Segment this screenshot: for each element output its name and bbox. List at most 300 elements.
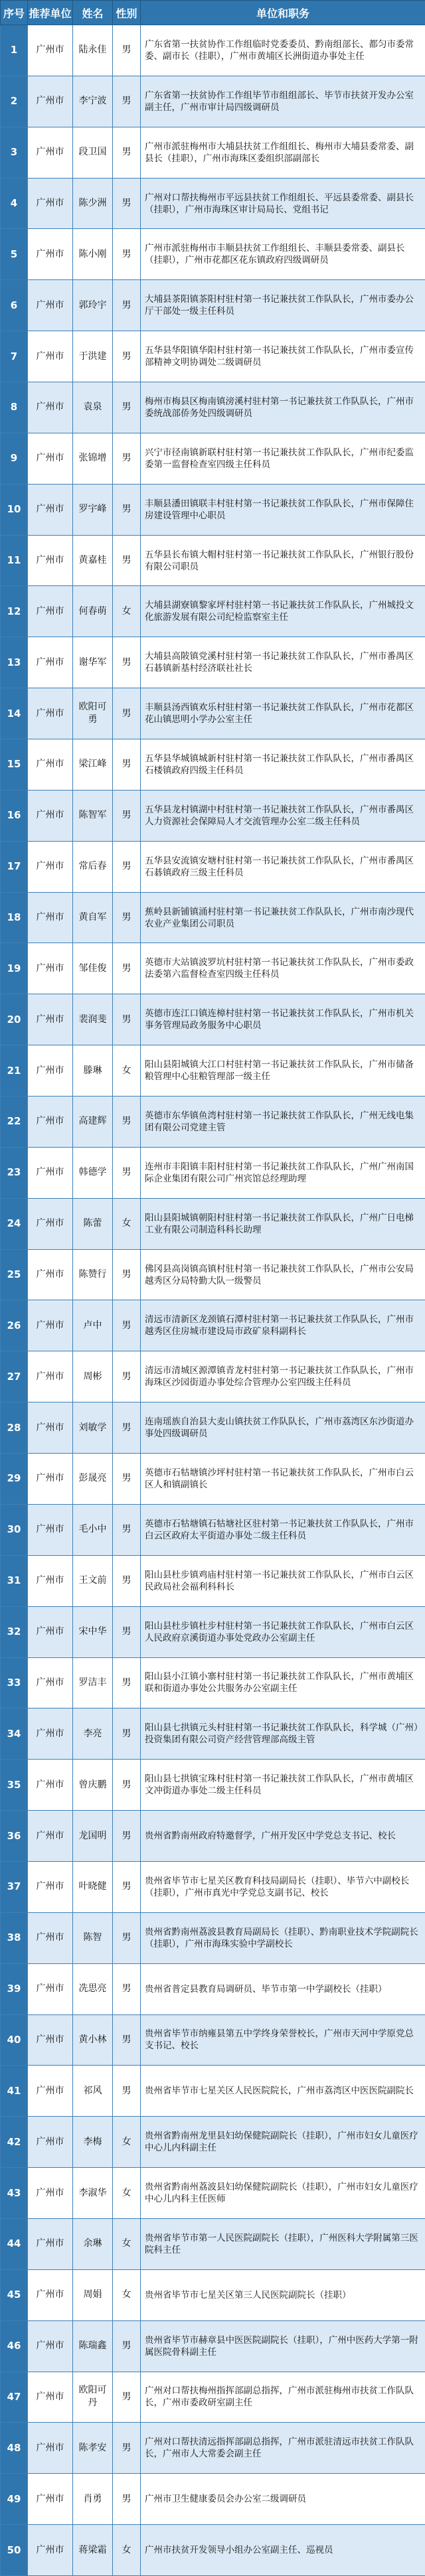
- sex-cell: 男: [113, 1963, 141, 2014]
- unit-cell: 广州市: [28, 637, 73, 688]
- post-cell: 蕉岭县新铺镇涌村驻村第一书记兼扶贫工作队队长，广州市南沙现代农业产业集团公司职员: [141, 892, 425, 943]
- post-cell: 广州市派驻梅州市丰顺县扶贫工作组组长、丰顺县委常委、副县长（挂职），广州市花都区花东镇政府四级调研员: [141, 229, 425, 280]
- unit-cell: 广州市: [28, 1760, 73, 1811]
- unit-cell: 广州市: [28, 2168, 73, 2219]
- post-cell: 阳山县小江镇小寨村驻村第一书记兼扶贫工作队队长，广州市黄埔区联和街道办事处公共服务办公室副主任: [141, 1657, 425, 1708]
- index-cell: 10: [1, 484, 28, 535]
- post-cell: 大埔县湖寮镇黎家坪村驻村第一书记兼扶贫工作队队长，广州城投文化旅游发展有限公司纪检监察室主任: [141, 586, 425, 637]
- index-cell: 39: [1, 1963, 28, 2014]
- table-row: [1, 1963, 425, 2014]
- name-cell: 陈智军: [73, 790, 113, 841]
- sex-cell: 男: [113, 1097, 141, 1148]
- unit-cell: 广州市: [28, 1351, 73, 1402]
- index-cell: 34: [1, 1708, 28, 1760]
- sex-cell: 男: [113, 1555, 141, 1606]
- unit-cell: 广州市: [28, 1912, 73, 1963]
- table-row: [1, 2014, 425, 2066]
- index-cell: 14: [1, 688, 28, 739]
- post-cell: 广东省第一扶贫协作工作组毕节市组组部长、毕节市扶贫开发办公室副主任，广州市审计局四级调研员: [141, 76, 425, 127]
- unit-cell: 广州市: [28, 1454, 73, 1505]
- name-cell: 邹佳俊: [73, 943, 113, 994]
- table-row: [1, 484, 425, 535]
- index-cell: 30: [1, 1504, 28, 1555]
- table-row: [1, 2117, 425, 2168]
- table-row: [1, 331, 425, 382]
- index-cell: 16: [1, 790, 28, 841]
- index-cell: 25: [1, 1249, 28, 1300]
- post-cell: 广东省第一扶贫协作工作组临时党委委员、黔南组部长、都匀市委常委、副市长（挂职），广州市黄埔区长洲街道办事处主任: [141, 25, 425, 76]
- table-row: [1, 535, 425, 586]
- unit-cell: 广州市: [28, 1963, 73, 2014]
- table-row: [1, 1912, 425, 1963]
- table-row: [1, 25, 425, 76]
- post-cell: 丰顺县潘田镇联丰村驻村第一书记兼扶贫工作队队长，广州市保障住房建设管理中心职员: [141, 484, 425, 535]
- index-cell: 50: [1, 2525, 28, 2576]
- post-cell: 英德市连江口镇连樟村驻村第一书记兼扶贫工作队队长，广州市机关事务管理局政务服务中心职员: [141, 994, 425, 1045]
- unit-cell: 广州市: [28, 1504, 73, 1555]
- unit-cell: 广州市: [28, 127, 73, 178]
- unit-cell: 广州市: [28, 1811, 73, 1862]
- sex-cell: 男: [113, 2372, 141, 2423]
- unit-cell: 广州市: [28, 2066, 73, 2117]
- post-cell: 贵州省黔南州荔波县妇幼保健院副院长（挂职），广州市妇女儿童医疗中心儿内科主任医师: [141, 2168, 425, 2219]
- post-cell: 阳山县阳城镇大江口村驻村第一书记兼扶贫工作队队长，广州市储备粮管理中心驻粮管理部一级主任: [141, 1045, 425, 1097]
- name-cell: 黄嘉桂: [73, 535, 113, 586]
- index-cell: 15: [1, 739, 28, 791]
- name-cell: 李淑华: [73, 2168, 113, 2219]
- unit-cell: 广州市: [28, 2320, 73, 2372]
- sex-cell: 男: [113, 1912, 141, 1963]
- index-cell: 28: [1, 1402, 28, 1454]
- name-cell: 蒋梁霜: [73, 2525, 113, 2576]
- name-cell: 梁江峰: [73, 739, 113, 791]
- post-cell: 连南瑶族自治县大麦山镇扶贫工作队队长，广州市荔湾区东沙街道办事处四级调研员: [141, 1402, 425, 1454]
- index-cell: 2: [1, 76, 28, 127]
- table-row: [1, 76, 425, 127]
- name-cell: 黄自军: [73, 892, 113, 943]
- name-cell: 谢华军: [73, 637, 113, 688]
- post-cell: 梅州市梅县区梅南镇滂溪村驻村第一书记兼扶贫工作队队长，广州市委统战部侨务处四级调研员: [141, 382, 425, 433]
- index-cell: 45: [1, 2269, 28, 2320]
- index-cell: 42: [1, 2117, 28, 2168]
- post-cell: 英德市石牯塘镇沙坪村驻村第一书记兼扶贫工作队队长，广州市白云区人和镇副镇长: [141, 1454, 425, 1505]
- header-row: [1, 1, 425, 25]
- table-row: [1, 1811, 425, 1862]
- unit-cell: 广州市: [28, 2372, 73, 2423]
- sex-cell: 男: [113, 2014, 141, 2066]
- post-cell: 贵州省毕节市七星关区教育科技局副局长（挂职）、毕节六中副校长（挂职），广州市真光中学党总支副书记、校长: [141, 1861, 425, 1912]
- index-cell: 38: [1, 1912, 28, 1963]
- unit-cell: 广州市: [28, 739, 73, 791]
- unit-cell: 广州市: [28, 790, 73, 841]
- table-row: [1, 1097, 425, 1148]
- sex-cell: 女: [113, 2269, 141, 2320]
- name-cell: 龙国明: [73, 1811, 113, 1862]
- name-cell: 张锦增: [73, 433, 113, 484]
- sex-cell: 男: [113, 1606, 141, 1657]
- name-cell: 周娟: [73, 2269, 113, 2320]
- index-cell: 19: [1, 943, 28, 994]
- post-cell: 阳山县杜步镇杜步村驻村第一书记兼扶贫工作队队长，广州市白云区人民政府京溪街道办事处党政办公室副主任: [141, 1606, 425, 1657]
- table-row: [1, 2066, 425, 2117]
- sex-cell: 男: [113, 739, 141, 791]
- sex-cell: 男: [113, 1811, 141, 1862]
- sex-cell: 男: [113, 1504, 141, 1555]
- sex-cell: 男: [113, 841, 141, 892]
- index-cell: 44: [1, 2218, 28, 2269]
- table-row: [1, 994, 425, 1045]
- sex-cell: 男: [113, 535, 141, 586]
- post-cell: 英德市石牯塘镇石牯塘社区驻村第一书记兼扶贫工作队队长，广州市白云区政府太平街道办事处二级主任科员: [141, 1504, 425, 1555]
- name-cell: 陈智: [73, 1912, 113, 1963]
- sex-cell: 女: [113, 2525, 141, 2576]
- name-cell: 罗洁丰: [73, 1657, 113, 1708]
- post-cell: 贵州省毕节市纳雍县第五中学终身荣誉校长，广州市天河中学原党总支书记、校长: [141, 2014, 425, 2066]
- name-cell: 韩德学: [73, 1147, 113, 1198]
- table-row: [1, 2372, 425, 2423]
- sex-cell: 男: [113, 76, 141, 127]
- post-cell: 广州市派驻梅州市大埔县扶贫工作组组长、梅州市大埔县委常委、副县长（挂职），广州市海珠区委组织部副部长: [141, 127, 425, 178]
- table-row: [1, 1708, 425, 1760]
- sex-cell: 女: [113, 2117, 141, 2168]
- name-cell: 陈少洲: [73, 178, 113, 229]
- unit-cell: 广州市: [28, 841, 73, 892]
- table-row: [1, 1555, 425, 1606]
- sex-cell: 女: [113, 2168, 141, 2219]
- name-cell: 欧阳可勇: [73, 688, 113, 739]
- table-row: [1, 1657, 425, 1708]
- name-cell: 何春萌: [73, 586, 113, 637]
- unit-cell: 广州市: [28, 2423, 73, 2474]
- name-cell: 肖勇: [73, 2474, 113, 2525]
- sex-cell: 男: [113, 280, 141, 331]
- unit-cell: 广州市: [28, 484, 73, 535]
- unit-cell: 广州市: [28, 1708, 73, 1760]
- table-row: [1, 2269, 425, 2320]
- sex-cell: 男: [113, 943, 141, 994]
- unit-cell: 广州市: [28, 433, 73, 484]
- index-cell: 1: [1, 25, 28, 76]
- table-row: [1, 2320, 425, 2372]
- name-cell: 李梅: [73, 2117, 113, 2168]
- sex-cell: 男: [113, 2320, 141, 2372]
- table-row: [1, 1351, 425, 1402]
- name-cell: 裴润斐: [73, 994, 113, 1045]
- unit-cell: 广州市: [28, 994, 73, 1045]
- sex-cell: 男: [113, 2474, 141, 2525]
- sex-cell: 男: [113, 1249, 141, 1300]
- post-cell: 五华县华城镇城新村驻村第一书记兼扶贫工作队队长，广州市番禺区石楼镇政府四级主任科员: [141, 739, 425, 791]
- index-cell: 21: [1, 1045, 28, 1097]
- unit-cell: 广州市: [28, 2525, 73, 2576]
- name-cell: 郭玲宇: [73, 280, 113, 331]
- index-cell: 48: [1, 2423, 28, 2474]
- unit-cell: 广州市: [28, 1861, 73, 1912]
- unit-cell: 广州市: [28, 1555, 73, 1606]
- name-cell: 陈赞行: [73, 1249, 113, 1300]
- index-cell: 41: [1, 2066, 28, 2117]
- post-cell: 兴宁市径南镇新联村驻村第一书记兼扶贫工作队队长，广州市纪委监委第一监督检查室四级主任科员: [141, 433, 425, 484]
- post-cell: 贵州省黔南州政府特邀督学，广州开发区中学党总支书记、校长: [141, 1811, 425, 1862]
- header-name: 姓名: [73, 1, 113, 25]
- name-cell: 王文前: [73, 1555, 113, 1606]
- post-cell: 广州市扶贫开发领导小组办公室副主任、巡视员: [141, 2525, 425, 2576]
- unit-cell: 广州市: [28, 2218, 73, 2269]
- table-row: [1, 2423, 425, 2474]
- table-row: [1, 280, 425, 331]
- header-index: 序号: [1, 1, 28, 25]
- index-cell: 47: [1, 2372, 28, 2423]
- index-cell: 12: [1, 586, 28, 637]
- post-cell: 连州市丰阳镇丰阳村驻村第一书记兼扶贫工作队队长，广州广州南国际企业集团有限公司广州宾馆总经理助理: [141, 1147, 425, 1198]
- name-cell: 罗宇峰: [73, 484, 113, 535]
- index-cell: 31: [1, 1555, 28, 1606]
- index-cell: 20: [1, 994, 28, 1045]
- header-sex: 性别: [113, 1, 141, 25]
- unit-cell: 广州市: [28, 1606, 73, 1657]
- index-cell: 36: [1, 1811, 28, 1862]
- index-cell: 29: [1, 1454, 28, 1505]
- table-row: [1, 1454, 425, 1505]
- name-cell: 陈孝安: [73, 2423, 113, 2474]
- post-cell: 五华县安流镇安塘村驻村第一书记兼扶贫工作队队长，广州市番禺区石碁镇政府三级主任科员: [141, 841, 425, 892]
- unit-cell: 广州市: [28, 1249, 73, 1300]
- header-post: 单位和职务: [141, 1, 425, 25]
- table-row: [1, 1402, 425, 1454]
- name-cell: 祁风: [73, 2066, 113, 2117]
- name-cell: 黄小林: [73, 2014, 113, 2066]
- unit-cell: 广州市: [28, 2117, 73, 2168]
- header-unit: 推荐单位: [28, 1, 73, 25]
- name-cell: 高建辉: [73, 1097, 113, 1148]
- sex-cell: 男: [113, 382, 141, 433]
- table-row: [1, 2168, 425, 2219]
- post-cell: 英德市大站镇波罗坑村驻村第一书记兼扶贫工作队队长，广州市委政法委第六监督检查室四级主任科员: [141, 943, 425, 994]
- unit-cell: 广州市: [28, 76, 73, 127]
- index-cell: 11: [1, 535, 28, 586]
- sex-cell: 男: [113, 1147, 141, 1198]
- index-cell: 9: [1, 433, 28, 484]
- sex-cell: 男: [113, 484, 141, 535]
- unit-cell: 广州市: [28, 1198, 73, 1249]
- post-cell: 丰顺县汤西镇欢乐村驻村第一书记兼扶贫工作队队长，广州市花都区花山镇思明小学办公室主任: [141, 688, 425, 739]
- post-cell: 贵州省毕节市七星关区第三人民医院副院长（挂职）: [141, 2269, 425, 2320]
- sex-cell: 女: [113, 1198, 141, 1249]
- post-cell: 贵州省普定县教育局调研员、毕节市第一中学副校长（挂职）: [141, 1963, 425, 2014]
- index-cell: 17: [1, 841, 28, 892]
- post-cell: 清远市清新区龙颈镇石潭村驻村第一书记兼扶贫工作队队长，广州市越秀区住房城市建设局市政矿泉科副科长: [141, 1300, 425, 1351]
- name-cell: 袁泉: [73, 382, 113, 433]
- unit-cell: 广州市: [28, 535, 73, 586]
- unit-cell: 广州市: [28, 688, 73, 739]
- name-cell: 欧阳可丹: [73, 2372, 113, 2423]
- unit-cell: 广州市: [28, 892, 73, 943]
- table-row: [1, 2525, 425, 2576]
- post-cell: 贵州省毕节市第一人民医院副院长（挂职），广州医科大学附属第三医院科主任: [141, 2218, 425, 2269]
- table-row: [1, 1861, 425, 1912]
- table-row: [1, 2474, 425, 2525]
- post-cell: 阳山县杜步镇鸡庙村驻村第一书记兼扶贫工作队队长，广州市白云区民政局社会福利科科长: [141, 1555, 425, 1606]
- name-cell: 彭晟亮: [73, 1454, 113, 1505]
- table-row: [1, 1045, 425, 1097]
- post-cell: 五华县长布镇大帽村驻村第一书记兼扶贫工作队队长，广州银行股份有限公司职员: [141, 535, 425, 586]
- sex-cell: 男: [113, 994, 141, 1045]
- index-cell: 13: [1, 637, 28, 688]
- index-cell: 4: [1, 178, 28, 229]
- sex-cell: 男: [113, 1657, 141, 1708]
- index-cell: 26: [1, 1300, 28, 1351]
- unit-cell: 广州市: [28, 331, 73, 382]
- sex-cell: 男: [113, 25, 141, 76]
- sex-cell: 男: [113, 1708, 141, 1760]
- name-cell: 陆永佳: [73, 25, 113, 76]
- name-cell: 冼思亮: [73, 1963, 113, 2014]
- post-cell: 贵州省黔南州龙里县妇幼保健院副院长（挂职），广州市妇女儿童医疗中心儿内科副主任: [141, 2117, 425, 2168]
- unit-cell: 广州市: [28, 178, 73, 229]
- name-cell: 余琳: [73, 2218, 113, 2269]
- index-cell: 27: [1, 1351, 28, 1402]
- sex-cell: 男: [113, 637, 141, 688]
- sex-cell: 男: [113, 331, 141, 382]
- name-cell: 叶晓健: [73, 1861, 113, 1912]
- post-cell: 大埔县高陂镇党溪村驻村第一书记兼扶贫工作队队长，广州市番禺区石碁镇新基村经济联社社长: [141, 637, 425, 688]
- table-row: [1, 586, 425, 637]
- name-cell: 于洪建: [73, 331, 113, 382]
- index-cell: 33: [1, 1657, 28, 1708]
- name-cell: 李亮: [73, 1708, 113, 1760]
- post-cell: 贵州省毕节市赫章县中医医院副院长（挂职），广州中医药大学第一附属医院骨科副主任: [141, 2320, 425, 2372]
- index-cell: 5: [1, 229, 28, 280]
- sex-cell: 男: [113, 1351, 141, 1402]
- table-row: [1, 127, 425, 178]
- index-cell: 49: [1, 2474, 28, 2525]
- sex-cell: 男: [113, 433, 141, 484]
- name-cell: 常后春: [73, 841, 113, 892]
- unit-cell: 广州市: [28, 1045, 73, 1097]
- table-row: [1, 1300, 425, 1351]
- index-cell: 18: [1, 892, 28, 943]
- table-row: [1, 229, 425, 280]
- table-row: [1, 790, 425, 841]
- index-cell: 37: [1, 1861, 28, 1912]
- post-cell: 广州对口帮扶梅州市平远县扶贫工作组组长、平远县委常委、副县长（挂职），广州市海珠区审计局局长、党组书记: [141, 178, 425, 229]
- sex-cell: 男: [113, 688, 141, 739]
- table-row: [1, 2218, 425, 2269]
- table-row: [1, 1504, 425, 1555]
- table-row: [1, 1198, 425, 1249]
- sex-cell: 男: [113, 790, 141, 841]
- name-cell: 毛小中: [73, 1504, 113, 1555]
- index-cell: 43: [1, 2168, 28, 2219]
- unit-cell: 广州市: [28, 1402, 73, 1454]
- table-row: [1, 943, 425, 994]
- unit-cell: 广州市: [28, 943, 73, 994]
- name-cell: 曾庆鹏: [73, 1760, 113, 1811]
- sex-cell: 男: [113, 1454, 141, 1505]
- post-cell: 贵州省毕节市七星关区人民医院院长，广州市荔湾区中医医院副院长: [141, 2066, 425, 2117]
- post-cell: 阳山县阳城镇朝阳村驻村第一书记兼扶贫工作队队长，广州广日电梯工业有限公司制造科科长助理: [141, 1198, 425, 1249]
- table-row: [1, 637, 425, 688]
- index-cell: 3: [1, 127, 28, 178]
- table-row: [1, 433, 425, 484]
- index-cell: 7: [1, 331, 28, 382]
- unit-cell: 广州市: [28, 586, 73, 637]
- index-cell: 23: [1, 1147, 28, 1198]
- sex-cell: 男: [113, 127, 141, 178]
- table-row: [1, 1760, 425, 1811]
- unit-cell: 广州市: [28, 25, 73, 76]
- name-cell: 宋中华: [73, 1606, 113, 1657]
- post-cell: 阳山县七拱镇宝珠村驻村第一书记兼扶贫工作队队长，广州市黄埔区文冲街道办事处二级主任科员: [141, 1760, 425, 1811]
- index-cell: 8: [1, 382, 28, 433]
- post-cell: 清远市清城区源潭镇青龙村驻村第一书记兼扶贫工作队队长，广州市海珠区沙园街道办事处综合管理办公室四级主任科员: [141, 1351, 425, 1402]
- post-cell: 阳山县七拱镇元头村驻村第一书记兼扶贫工作队队长，科学城（广州）投资集团有限公司资产经营管理部高级主管: [141, 1708, 425, 1760]
- name-cell: 段卫国: [73, 127, 113, 178]
- table-body: [1, 25, 425, 2576]
- sex-cell: 男: [113, 229, 141, 280]
- table-row: [1, 841, 425, 892]
- index-cell: 22: [1, 1097, 28, 1148]
- unit-cell: 广州市: [28, 1097, 73, 1148]
- unit-cell: 广州市: [28, 1147, 73, 1198]
- sex-cell: 男: [113, 2066, 141, 2117]
- post-cell: 广州对口帮扶清远指挥部副总指挥，广州市派驻清远市扶贫工作队队长，广州市人大常委会副主任: [141, 2423, 425, 2474]
- sex-cell: 男: [113, 1402, 141, 1454]
- index-cell: 6: [1, 280, 28, 331]
- unit-cell: 广州市: [28, 2014, 73, 2066]
- post-cell: 贵州省黔南州荔波县教育局副局长（挂职）、黔南职业技术学院副院长（挂职），广州市海珠实验中学副校长: [141, 1912, 425, 1963]
- sex-cell: 男: [113, 1760, 141, 1811]
- post-cell: 广州对口帮扶梅州指挥部副总指挥，广州市派驻梅州市扶贫工作队队长，广州市委政研室副主任: [141, 2372, 425, 2423]
- sex-cell: 男: [113, 1861, 141, 1912]
- unit-cell: 广州市: [28, 2474, 73, 2525]
- name-cell: 滕琳: [73, 1045, 113, 1097]
- sex-cell: 女: [113, 2218, 141, 2269]
- post-cell: 五华县龙村镇湖中村驻村第一书记兼扶贫工作队队长，广州市番禺区人力资源社会保障局人才交流管理办公室二级主任科员: [141, 790, 425, 841]
- name-cell: 刘敏学: [73, 1402, 113, 1454]
- unit-cell: 广州市: [28, 2269, 73, 2320]
- index-cell: 24: [1, 1198, 28, 1249]
- name-cell: 卢中: [73, 1300, 113, 1351]
- table-row: [1, 1249, 425, 1300]
- sex-cell: 女: [113, 586, 141, 637]
- post-cell: 英德市东华镇鱼湾村驻村第一书记兼扶贫工作队队长，广州无线电集团有限公司党建主管: [141, 1097, 425, 1148]
- table-row: [1, 739, 425, 791]
- unit-cell: 广州市: [28, 1657, 73, 1708]
- name-cell: 李宁波: [73, 76, 113, 127]
- table-row: [1, 688, 425, 739]
- sex-cell: 男: [113, 1300, 141, 1351]
- sex-cell: 男: [113, 178, 141, 229]
- post-cell: 五华县华阳镇华阳村驻村第一书记兼扶贫工作队队长，广州市委宣传部精神文明协调处二级调研员: [141, 331, 425, 382]
- name-cell: 陈瑞鑫: [73, 2320, 113, 2372]
- name-cell: 陈小刚: [73, 229, 113, 280]
- unit-cell: 广州市: [28, 280, 73, 331]
- post-cell: 佛冈县高岗镇高镇村驻村第一书记兼扶贫工作队队长，广州市公安局越秀区分局特勤大队一级警员: [141, 1249, 425, 1300]
- index-cell: 40: [1, 2014, 28, 2066]
- index-cell: 35: [1, 1760, 28, 1811]
- name-cell: 周彬: [73, 1351, 113, 1402]
- sex-cell: 女: [113, 1045, 141, 1097]
- unit-cell: 广州市: [28, 1300, 73, 1351]
- table-row: [1, 1147, 425, 1198]
- post-cell: 大埔县茶阳镇茶阳村驻村第一书记兼扶贫工作队队长，广州市委办公厅干部处一级主任科员: [141, 280, 425, 331]
- table-row: [1, 382, 425, 433]
- table-row: [1, 1606, 425, 1657]
- unit-cell: 广州市: [28, 382, 73, 433]
- table-row: [1, 178, 425, 229]
- post-cell: 广州市卫生健康委员会办公室二级调研员: [141, 2474, 425, 2525]
